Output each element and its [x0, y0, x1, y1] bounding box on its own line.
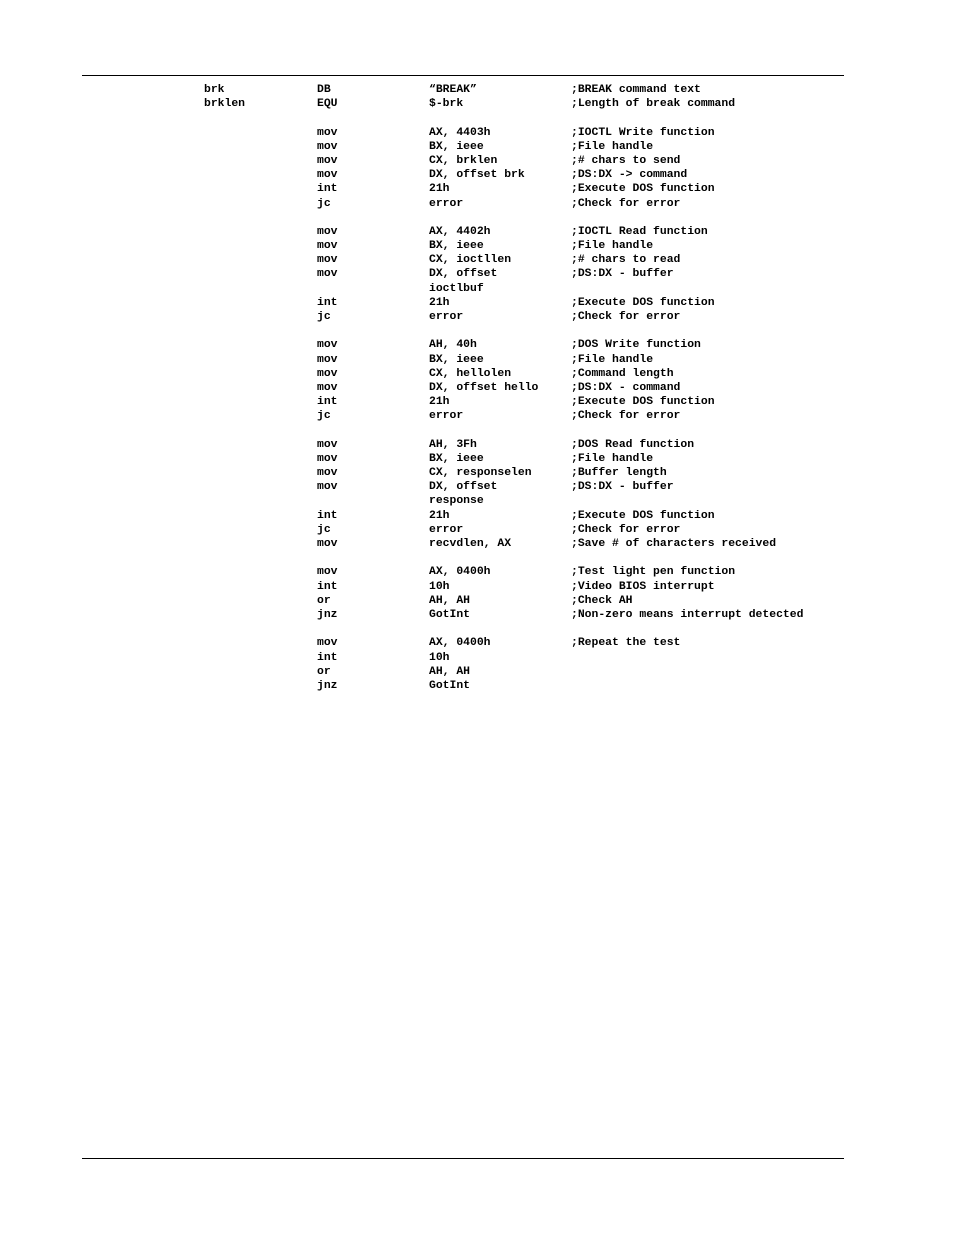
code-line — [0, 225, 954, 239]
code-line — [0, 466, 954, 480]
code-operand: DX, offset hello — [429, 381, 539, 394]
code-mnemonic: or — [317, 665, 331, 678]
code-comment: ;DS:DX - buffer — [571, 481, 674, 494]
code-mnemonic: int — [317, 296, 338, 309]
code-operand: AX, 4402h — [429, 225, 491, 238]
code-mnemonic: jc — [317, 197, 331, 210]
code-line — [0, 367, 954, 381]
code-line — [0, 83, 954, 97]
code-line — [0, 267, 954, 281]
code-mnemonic: int — [317, 580, 338, 593]
code-operand: AH, 40h — [429, 339, 477, 352]
code-operand: BX, ieee — [429, 452, 484, 465]
code-mnemonic: mov — [317, 566, 338, 579]
code-comment: ;Execute DOS function — [571, 396, 715, 409]
code-operand: error — [429, 523, 464, 536]
code-comment: ;# chars to send — [571, 154, 681, 167]
code-operand: CX, responselen — [429, 467, 532, 480]
code-line — [0, 168, 954, 182]
code-mnemonic: jc — [317, 410, 331, 423]
code-mnemonic: mov — [317, 637, 338, 650]
code-line — [0, 97, 954, 111]
code-operand: error — [429, 311, 464, 323]
code-mnemonic: mov — [317, 254, 338, 267]
code-comment: ;Save # of characters received — [571, 538, 777, 550]
code-comment: ;Check for error — [571, 523, 681, 536]
code-mnemonic: mov — [317, 240, 338, 253]
code-line — [0, 239, 954, 253]
code-mnemonic: mov — [317, 452, 338, 465]
code-mnemonic: mov — [317, 154, 338, 167]
code-comment: ;Check AH — [571, 594, 633, 607]
code-operand: ioctlbuf — [429, 282, 484, 295]
code-comment: ;DS:DX - buffer — [571, 268, 674, 281]
code-line — [0, 395, 954, 409]
code-operand: AX, 0400h — [429, 566, 491, 579]
code-mnemonic: mov — [317, 367, 338, 380]
code-comment: ;DS:DX - command — [571, 381, 681, 394]
code-line — [0, 608, 954, 622]
code-line — [0, 452, 954, 466]
code-line — [0, 197, 954, 211]
code-mnemonic: mov — [317, 353, 338, 366]
code-line — [0, 523, 954, 537]
code-mnemonic: EQU — [317, 98, 338, 111]
code-comment: ;Non-zero means interrupt detected — [571, 608, 804, 621]
code-comment: ;File handle — [571, 353, 654, 366]
code-operand: BX, ieee — [429, 140, 484, 153]
code-line — [0, 126, 954, 140]
code-operand: BX, ieee — [429, 240, 484, 253]
code-operand: response — [429, 495, 484, 508]
code-mnemonic: int — [317, 651, 338, 664]
code-operand: DX, offset — [429, 481, 498, 494]
code-comment: ;DOS Write function — [571, 339, 701, 352]
code-comment: ;File handle — [571, 452, 654, 465]
code-line — [0, 338, 954, 352]
blank-line — [0, 424, 954, 438]
code-mnemonic: jnz — [317, 679, 338, 692]
code-comment: ;Check for error — [571, 311, 681, 323]
code-operand: AX, 0400h — [429, 637, 491, 650]
code-line — [0, 310, 954, 324]
code-comment: ;Execute DOS function — [571, 509, 715, 522]
code-line — [0, 679, 954, 693]
code-operand: 10h — [429, 651, 450, 664]
code-operand: 10h — [429, 580, 450, 593]
code-line — [0, 509, 954, 523]
code-line — [0, 651, 954, 665]
code-mnemonic: jc — [317, 311, 331, 323]
code-comment: ;IOCTL Read function — [571, 225, 708, 238]
code-mnemonic: mov — [317, 140, 338, 153]
code-operand: 21h — [429, 509, 450, 522]
code-operand: CX, ioctllen — [429, 254, 512, 267]
code-label: brk — [204, 84, 225, 96]
code-operand: 21h — [429, 296, 450, 309]
code-operand: AX, 4403h — [429, 126, 491, 139]
code-mnemonic: int — [317, 509, 338, 522]
code-operand: AH, AH — [429, 594, 471, 607]
code-line — [0, 594, 954, 608]
code-line — [0, 438, 954, 452]
code-operand: CX, brklen — [429, 154, 498, 167]
code-line — [0, 381, 954, 395]
code-comment: ;Video BIOS interrupt — [571, 580, 715, 593]
blank-line — [0, 211, 954, 225]
code-comment: ;Buffer length — [571, 467, 667, 480]
code-mnemonic: mov — [317, 126, 338, 139]
code-comment: ;Command length — [571, 367, 674, 380]
code-mnemonic: mov — [317, 381, 338, 394]
code-operand: 21h — [429, 183, 450, 196]
footer-rule — [82, 1158, 844, 1159]
code-operand: DX, offset — [429, 268, 498, 281]
code-comment: ;File handle — [571, 140, 654, 153]
code-mnemonic: mov — [317, 225, 338, 238]
code-operand: AH, 3Fh — [429, 438, 477, 451]
code-comment: ;Execute DOS function — [571, 296, 715, 309]
code-listing — [0, 83, 954, 693]
code-mnemonic: mov — [317, 169, 338, 182]
code-operand: recvdlen, AX — [429, 538, 512, 550]
code-operand: 21h — [429, 396, 450, 409]
code-operand: $-brk — [429, 98, 464, 111]
code-operand: GotInt — [429, 679, 471, 692]
code-line — [0, 154, 954, 168]
blank-line — [0, 551, 954, 565]
code-mnemonic: int — [317, 183, 338, 196]
blank-line — [0, 622, 954, 636]
code-mnemonic: mov — [317, 467, 338, 480]
code-operand: error — [429, 410, 464, 423]
code-comment: ;DOS Read function — [571, 438, 695, 451]
code-operand: GotInt — [429, 608, 471, 621]
code-line — [0, 353, 954, 367]
header-rule — [82, 75, 844, 76]
code-comment: ;DS:DX -> command — [571, 169, 688, 182]
code-comment: ;File handle — [571, 240, 654, 253]
code-line — [0, 580, 954, 594]
code-line — [0, 565, 954, 579]
code-comment: ;Repeat the test — [571, 637, 681, 650]
code-comment: ;# chars to read — [571, 254, 681, 267]
code-comment: ;Test light pen function — [571, 566, 736, 579]
code-operand: CX, hellolen — [429, 367, 512, 380]
code-line — [0, 296, 954, 310]
code-line — [0, 253, 954, 267]
code-comment: ;Length of break command — [571, 98, 736, 111]
code-operand: AH, AH — [429, 665, 471, 678]
code-line — [0, 537, 954, 551]
code-line — [0, 140, 954, 154]
code-mnemonic: mov — [317, 481, 338, 494]
code-line — [0, 282, 954, 296]
code-mnemonic: mov — [317, 438, 338, 451]
code-operand: DX, offset brk — [429, 169, 525, 182]
code-mnemonic: int — [317, 396, 338, 409]
blank-line — [0, 324, 954, 338]
code-mnemonic: jnz — [317, 608, 338, 621]
code-comment: ;BREAK command text — [571, 84, 701, 96]
code-comment: ;Check for error — [571, 197, 681, 210]
code-mnemonic: jc — [317, 523, 331, 536]
blank-line — [0, 111, 954, 125]
code-comment: ;IOCTL Write function — [571, 126, 715, 139]
code-operand: BX, ieee — [429, 353, 484, 366]
code-mnemonic: mov — [317, 339, 338, 352]
code-line — [0, 494, 954, 508]
code-comment: ;Check for error — [571, 410, 681, 423]
code-label: brklen — [204, 98, 246, 111]
code-mnemonic: DB — [317, 84, 331, 96]
code-line — [0, 480, 954, 494]
code-line — [0, 665, 954, 679]
code-comment: ;Execute DOS function — [571, 183, 715, 196]
code-operand: error — [429, 197, 464, 210]
code-mnemonic: mov — [317, 538, 338, 550]
code-line — [0, 182, 954, 196]
code-line — [0, 409, 954, 423]
code-mnemonic: mov — [317, 268, 338, 281]
code-mnemonic: or — [317, 594, 331, 607]
code-operand: “BREAK” — [429, 84, 477, 96]
code-line — [0, 636, 954, 650]
